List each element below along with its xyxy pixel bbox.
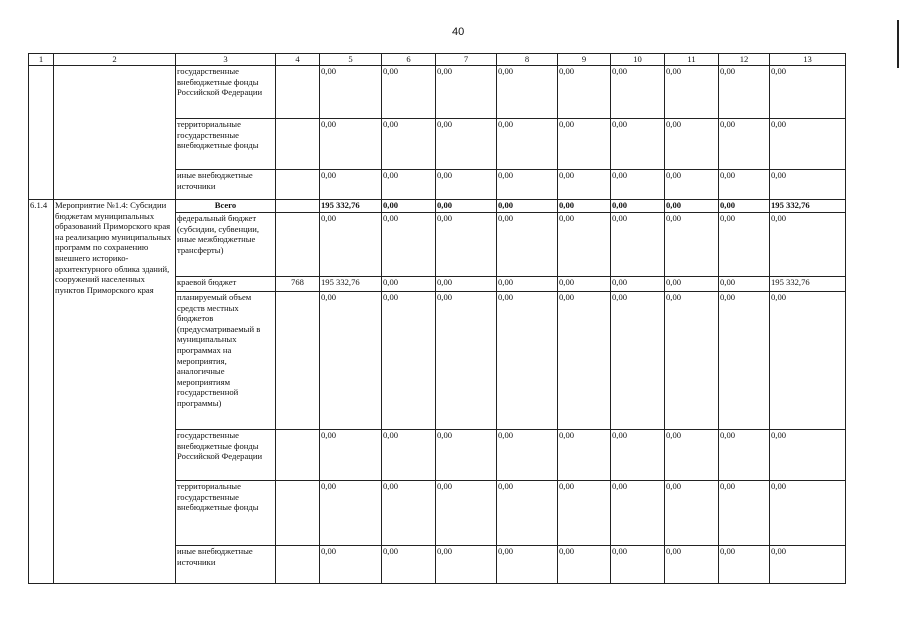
value-cell-col-9: 0,00 bbox=[558, 481, 611, 546]
column-number-6: 6 bbox=[382, 54, 436, 66]
value-cell-col-12: 0,00 bbox=[719, 277, 770, 292]
budget-code-cell bbox=[276, 430, 320, 481]
value-cell-col-7: 0,00 bbox=[436, 200, 497, 213]
funding-source-cell: краевой бюджет bbox=[176, 277, 276, 292]
column-number-row bbox=[29, 54, 846, 66]
value-cell-col-12: 0,00 bbox=[719, 430, 770, 481]
budget-code-cell: 768 bbox=[276, 277, 320, 292]
value-cell-col-7: 0,00 bbox=[436, 292, 497, 430]
value-cell-col-13: 0,00 bbox=[770, 119, 846, 170]
measure-name-cell: Мероприятие №1.4: Субсидии бюджетам муниципальных образований Приморского края на реализацию муниципальных программ по сохранению внешнего историко-архитектурного облика зданий, сооружений населенных пунктов Приморского края bbox=[54, 200, 176, 584]
value-cell-col-10: 0,00 bbox=[611, 119, 665, 170]
value-cell-col-7: 0,00 bbox=[436, 277, 497, 292]
row-id-cell: 6.1.4 bbox=[29, 200, 54, 584]
column-number-2: 2 bbox=[54, 54, 176, 66]
row-id-cell bbox=[29, 66, 54, 200]
value-cell-col-6: 0,00 bbox=[382, 200, 436, 213]
value-cell-col-10: 0,00 bbox=[611, 430, 665, 481]
column-number-11: 11 bbox=[665, 54, 719, 66]
value-cell-col-7: 0,00 bbox=[436, 213, 497, 277]
value-cell-col-6: 0,00 bbox=[382, 66, 436, 119]
value-cell-col-13: 195 332,76 bbox=[770, 277, 846, 292]
value-cell-col-6: 0,00 bbox=[382, 292, 436, 430]
budget-code-cell bbox=[276, 170, 320, 200]
funding-source-cell: государственные внебюджетные фонды Российской Федерации bbox=[176, 430, 276, 481]
value-cell-col-5: 195 332,76 bbox=[320, 277, 382, 292]
value-cell-col-9: 0,00 bbox=[558, 66, 611, 119]
value-cell-col-5: 195 332,76 bbox=[320, 200, 382, 213]
budget-table bbox=[28, 53, 846, 584]
table-body bbox=[29, 54, 846, 584]
value-cell-col-10: 0,00 bbox=[611, 481, 665, 546]
value-cell-col-6: 0,00 bbox=[382, 481, 436, 546]
column-number-4: 4 bbox=[276, 54, 320, 66]
value-cell-col-11: 0,00 bbox=[665, 213, 719, 277]
value-cell-col-11: 0,00 bbox=[665, 430, 719, 481]
value-cell-col-5: 0,00 bbox=[320, 119, 382, 170]
value-cell-col-12: 0,00 bbox=[719, 200, 770, 213]
value-cell-col-8: 0,00 bbox=[497, 213, 558, 277]
value-cell-col-8: 0,00 bbox=[497, 170, 558, 200]
value-cell-col-9: 0,00 bbox=[558, 170, 611, 200]
value-cell-col-5: 0,00 bbox=[320, 213, 382, 277]
column-number-12: 12 bbox=[719, 54, 770, 66]
funding-source-cell: планируемый объем средств местных бюджетов (предусматриваемый в муниципальных программах на мероприятия, аналогичные мероприятиям государственной программы) bbox=[176, 292, 276, 430]
value-cell-col-8: 0,00 bbox=[497, 277, 558, 292]
value-cell-col-13: 0,00 bbox=[770, 292, 846, 430]
value-cell-col-5: 0,00 bbox=[320, 481, 382, 546]
column-number-7: 7 bbox=[436, 54, 497, 66]
budget-code-cell bbox=[276, 66, 320, 119]
value-cell-col-8: 0,00 bbox=[497, 430, 558, 481]
value-cell-col-5: 0,00 bbox=[320, 170, 382, 200]
value-cell-col-12: 0,00 bbox=[719, 546, 770, 584]
value-cell-col-13: 0,00 bbox=[770, 546, 846, 584]
value-cell-col-9: 0,00 bbox=[558, 119, 611, 170]
value-cell-col-11: 0,00 bbox=[665, 546, 719, 584]
table-row bbox=[29, 66, 846, 119]
value-cell-col-6: 0,00 bbox=[382, 546, 436, 584]
value-cell-col-5: 0,00 bbox=[320, 292, 382, 430]
value-cell-col-9: 0,00 bbox=[558, 546, 611, 584]
value-cell-col-9: 0,00 bbox=[558, 200, 611, 213]
column-number-1: 1 bbox=[29, 54, 54, 66]
budget-code-cell bbox=[276, 292, 320, 430]
value-cell-col-8: 0,00 bbox=[497, 66, 558, 119]
funding-source-cell: иные внебюджетные источники bbox=[176, 546, 276, 584]
column-number-5: 5 bbox=[320, 54, 382, 66]
value-cell-col-13: 0,00 bbox=[770, 481, 846, 546]
budget-code-cell bbox=[276, 481, 320, 546]
value-cell-col-10: 0,00 bbox=[611, 200, 665, 213]
value-cell-col-11: 0,00 bbox=[665, 119, 719, 170]
value-cell-col-5: 0,00 bbox=[320, 66, 382, 119]
value-cell-col-11: 0,00 bbox=[665, 292, 719, 430]
value-cell-col-6: 0,00 bbox=[382, 170, 436, 200]
value-cell-col-7: 0,00 bbox=[436, 430, 497, 481]
value-cell-col-9: 0,00 bbox=[558, 430, 611, 481]
value-cell-col-10: 0,00 bbox=[611, 277, 665, 292]
column-number-3: 3 bbox=[176, 54, 276, 66]
value-cell-col-12: 0,00 bbox=[719, 66, 770, 119]
value-cell-col-10: 0,00 bbox=[611, 66, 665, 119]
value-cell-col-7: 0,00 bbox=[436, 481, 497, 546]
budget-code-cell bbox=[276, 213, 320, 277]
value-cell-col-6: 0,00 bbox=[382, 430, 436, 481]
value-cell-col-5: 0,00 bbox=[320, 430, 382, 481]
value-cell-col-11: 0,00 bbox=[665, 66, 719, 119]
value-cell-col-8: 0,00 bbox=[497, 546, 558, 584]
value-cell-col-12: 0,00 bbox=[719, 119, 770, 170]
value-cell-col-6: 0,00 bbox=[382, 277, 436, 292]
value-cell-col-12: 0,00 bbox=[719, 292, 770, 430]
value-cell-col-13: 0,00 bbox=[770, 170, 846, 200]
value-cell-col-8: 0,00 bbox=[497, 292, 558, 430]
value-cell-col-7: 0,00 bbox=[436, 170, 497, 200]
funding-source-cell: территориальные государственные внебюджетные фонды bbox=[176, 119, 276, 170]
value-cell-col-13: 0,00 bbox=[770, 213, 846, 277]
value-cell-col-8: 0,00 bbox=[497, 119, 558, 170]
column-number-9: 9 bbox=[558, 54, 611, 66]
value-cell-col-12: 0,00 bbox=[719, 481, 770, 546]
value-cell-col-6: 0,00 bbox=[382, 119, 436, 170]
value-cell-col-11: 0,00 bbox=[665, 481, 719, 546]
value-cell-col-7: 0,00 bbox=[436, 66, 497, 119]
value-cell-col-10: 0,00 bbox=[611, 213, 665, 277]
value-cell-col-11: 0,00 bbox=[665, 277, 719, 292]
budget-code-cell bbox=[276, 546, 320, 584]
value-cell-col-12: 0,00 bbox=[719, 213, 770, 277]
budget-code-cell bbox=[276, 119, 320, 170]
column-number-8: 8 bbox=[497, 54, 558, 66]
column-number-10: 10 bbox=[611, 54, 665, 66]
column-number-13: 13 bbox=[770, 54, 846, 66]
funding-source-cell: федеральный бюджет (субсидии, субвенции, иные межбюджетные трансферты) bbox=[176, 213, 276, 277]
value-cell-col-6: 0,00 bbox=[382, 213, 436, 277]
page-edge-mark bbox=[897, 20, 899, 68]
value-cell-col-10: 0,00 bbox=[611, 292, 665, 430]
value-cell-col-8: 0,00 bbox=[497, 481, 558, 546]
value-cell-col-11: 0,00 bbox=[665, 200, 719, 213]
value-cell-col-7: 0,00 bbox=[436, 119, 497, 170]
value-cell-col-12: 0,00 bbox=[719, 170, 770, 200]
page-number: 40 bbox=[452, 26, 465, 38]
funding-source-cell: территориальные государственные внебюджетные фонды bbox=[176, 481, 276, 546]
funding-source-cell: государственные внебюджетные фонды Российской Федерации bbox=[176, 66, 276, 119]
value-cell-col-9: 0,00 bbox=[558, 213, 611, 277]
value-cell-col-9: 0,00 bbox=[558, 292, 611, 430]
value-cell-col-13: 195 332,76 bbox=[770, 200, 846, 213]
value-cell-col-10: 0,00 bbox=[611, 546, 665, 584]
value-cell-col-10: 0,00 bbox=[611, 170, 665, 200]
value-cell-col-5: 0,00 bbox=[320, 546, 382, 584]
value-cell-col-13: 0,00 bbox=[770, 66, 846, 119]
measure-name-cell bbox=[54, 66, 176, 200]
budget-code-cell bbox=[276, 200, 320, 213]
funding-source-cell: иные внебюджетные источники bbox=[176, 170, 276, 200]
value-cell-col-7: 0,00 bbox=[436, 546, 497, 584]
funding-source-cell: Всего bbox=[176, 200, 276, 213]
value-cell-col-8: 0,00 bbox=[497, 200, 558, 213]
value-cell-col-9: 0,00 bbox=[558, 277, 611, 292]
value-cell-col-11: 0,00 bbox=[665, 170, 719, 200]
table-row bbox=[29, 200, 846, 213]
value-cell-col-13: 0,00 bbox=[770, 430, 846, 481]
